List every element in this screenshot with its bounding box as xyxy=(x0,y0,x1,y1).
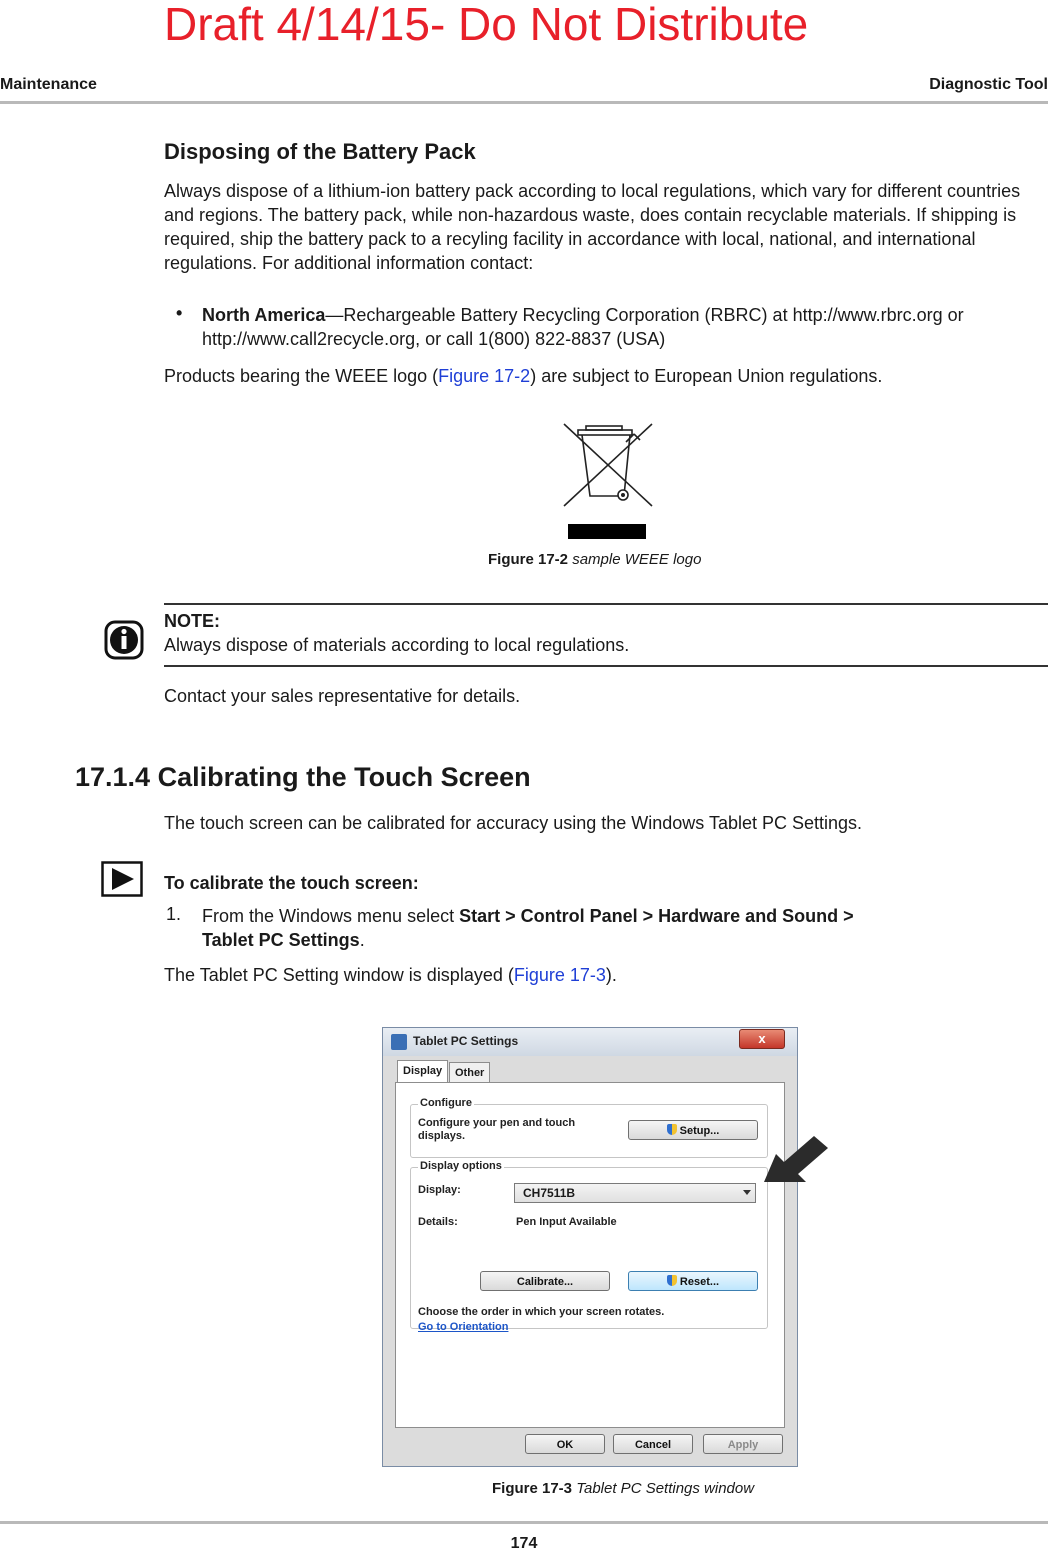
cancel-button[interactable]: Cancel xyxy=(613,1434,693,1454)
close-button[interactable]: x xyxy=(739,1029,785,1049)
figure-17-3-link[interactable]: Figure 17-3 xyxy=(513,965,606,985)
header-section-name: Maintenance xyxy=(0,76,97,93)
step-1-post: . xyxy=(359,930,365,950)
section-title-disposing: Disposing of the Battery Pack xyxy=(164,139,476,164)
display-label: Display: xyxy=(418,1184,461,1196)
step-number: 1. xyxy=(166,904,182,924)
info-icon xyxy=(104,620,144,660)
note-bottom-rule xyxy=(164,665,1048,667)
weee-text-post: ) are subject to European Union regulations. xyxy=(530,366,883,386)
tablet-pc-settings-window xyxy=(382,1027,798,1467)
figure-17-2-title: sample WEEE logo xyxy=(572,551,702,568)
apply-button[interactable]: Apply xyxy=(703,1434,783,1454)
weee-paragraph xyxy=(164,364,1048,388)
configure-group-label: Configure xyxy=(420,1097,472,1109)
step-1-path-end: Tablet PC Settings xyxy=(202,930,360,950)
bullet-marker: • xyxy=(176,303,183,323)
step-1-path: Start > Control Panel > Hardware and Sound > xyxy=(459,906,854,926)
note-text: Always dispose of materials according to local regulations. xyxy=(164,635,630,655)
calibrate-button[interactable]: Calibrate... xyxy=(480,1271,610,1291)
pointer-arrow-icon xyxy=(762,1134,830,1186)
uac-shield-icon xyxy=(667,1275,677,1286)
after-text-post: ). xyxy=(605,965,617,985)
after-text-pre: The Tablet PC Setting window is displayed ( xyxy=(164,965,514,985)
bullet-north-america xyxy=(202,303,1048,351)
header-chapter-name: Diagnostic Tool xyxy=(929,76,1048,93)
chevron-down-icon xyxy=(743,1190,751,1195)
tab-display[interactable]: Display xyxy=(397,1060,448,1083)
tablet-settings-icon xyxy=(391,1034,407,1050)
window-displayed-paragraph xyxy=(164,965,617,986)
note-title: NOTE: xyxy=(164,611,220,631)
display-select[interactable] xyxy=(514,1183,756,1203)
details-label: Details: xyxy=(418,1216,458,1228)
contact-paragraph: Contact your sales representative for details. xyxy=(164,686,521,706)
figure-17-2-caption xyxy=(488,551,701,568)
page-number: 174 xyxy=(510,1535,538,1552)
reset-button-label: Reset... xyxy=(679,1276,720,1288)
weee-crossed-bin-icon xyxy=(560,420,656,542)
reset-button[interactable] xyxy=(628,1271,758,1291)
bullet-body: —Rechargeable Battery Recycling Corporation (RBRC) at http://www.rbrc.org or http://www.call2recycle.org, or call 1(800) 822-8837 (USA) xyxy=(202,305,964,349)
bullet-bold-region: North America xyxy=(202,305,326,325)
go-to-orientation-link[interactable]: Go to Orientation xyxy=(418,1321,509,1333)
window-title-bar[interactable] xyxy=(383,1028,797,1056)
weee-text-pre: Products bearing the WEEE logo ( xyxy=(164,366,439,386)
disposal-intro-paragraph: Always dispose of a lithium-ion battery pack according to local regulations, which vary for different countries and regions. The battery pack, while non-hazardous waste, does contain recyclable materials. If shipping is required, ship the battery pack to a recyling facility in accordance with local, national, and international regulations. For additional information contact: xyxy=(164,181,1021,273)
section-title-calibrating: 17.1.4 Calibrating the Touch Screen xyxy=(75,762,531,792)
figure-17-3-label: Figure 17-3 xyxy=(492,1480,573,1497)
window-title: Tablet PC Settings xyxy=(413,1034,519,1048)
figure-17-2-link[interactable]: Figure 17-2 xyxy=(438,366,531,386)
footer-rule xyxy=(0,1521,1048,1524)
header-rule xyxy=(0,101,1048,104)
setup-button[interactable] xyxy=(628,1120,758,1140)
figure-17-3-title: Tablet PC Settings window xyxy=(576,1480,755,1497)
uac-shield-icon xyxy=(667,1124,677,1135)
display-options-label: Display options xyxy=(420,1160,502,1172)
figure-17-3-caption xyxy=(492,1480,754,1497)
note-top-rule xyxy=(164,603,1048,605)
tab-other[interactable]: Other xyxy=(449,1062,490,1082)
rotation-text: Choose the order in which your screen rotates. xyxy=(418,1306,665,1318)
step-1-pre: From the Windows menu select xyxy=(202,906,460,926)
figure-17-2-label: Figure 17-2 xyxy=(488,551,569,568)
configure-description: Configure your pen and touch displays. xyxy=(418,1117,576,1142)
procedure-title: To calibrate the touch screen: xyxy=(164,873,419,893)
play-arrow-icon xyxy=(101,861,143,897)
details-value: Pen Input Available xyxy=(516,1216,617,1228)
calibrate-intro-paragraph: The touch screen can be calibrated for accuracy using the Windows Tablet PC Settings. xyxy=(164,813,863,833)
draft-watermark: Draft 4/14/15- Do Not Distribute xyxy=(164,0,809,50)
display-tab-panel xyxy=(395,1082,785,1428)
setup-button-label: Setup... xyxy=(679,1125,720,1137)
ok-button[interactable]: OK xyxy=(525,1434,605,1454)
step-1-text xyxy=(202,904,1002,952)
display-select-value: CH7511B xyxy=(523,1186,576,1200)
